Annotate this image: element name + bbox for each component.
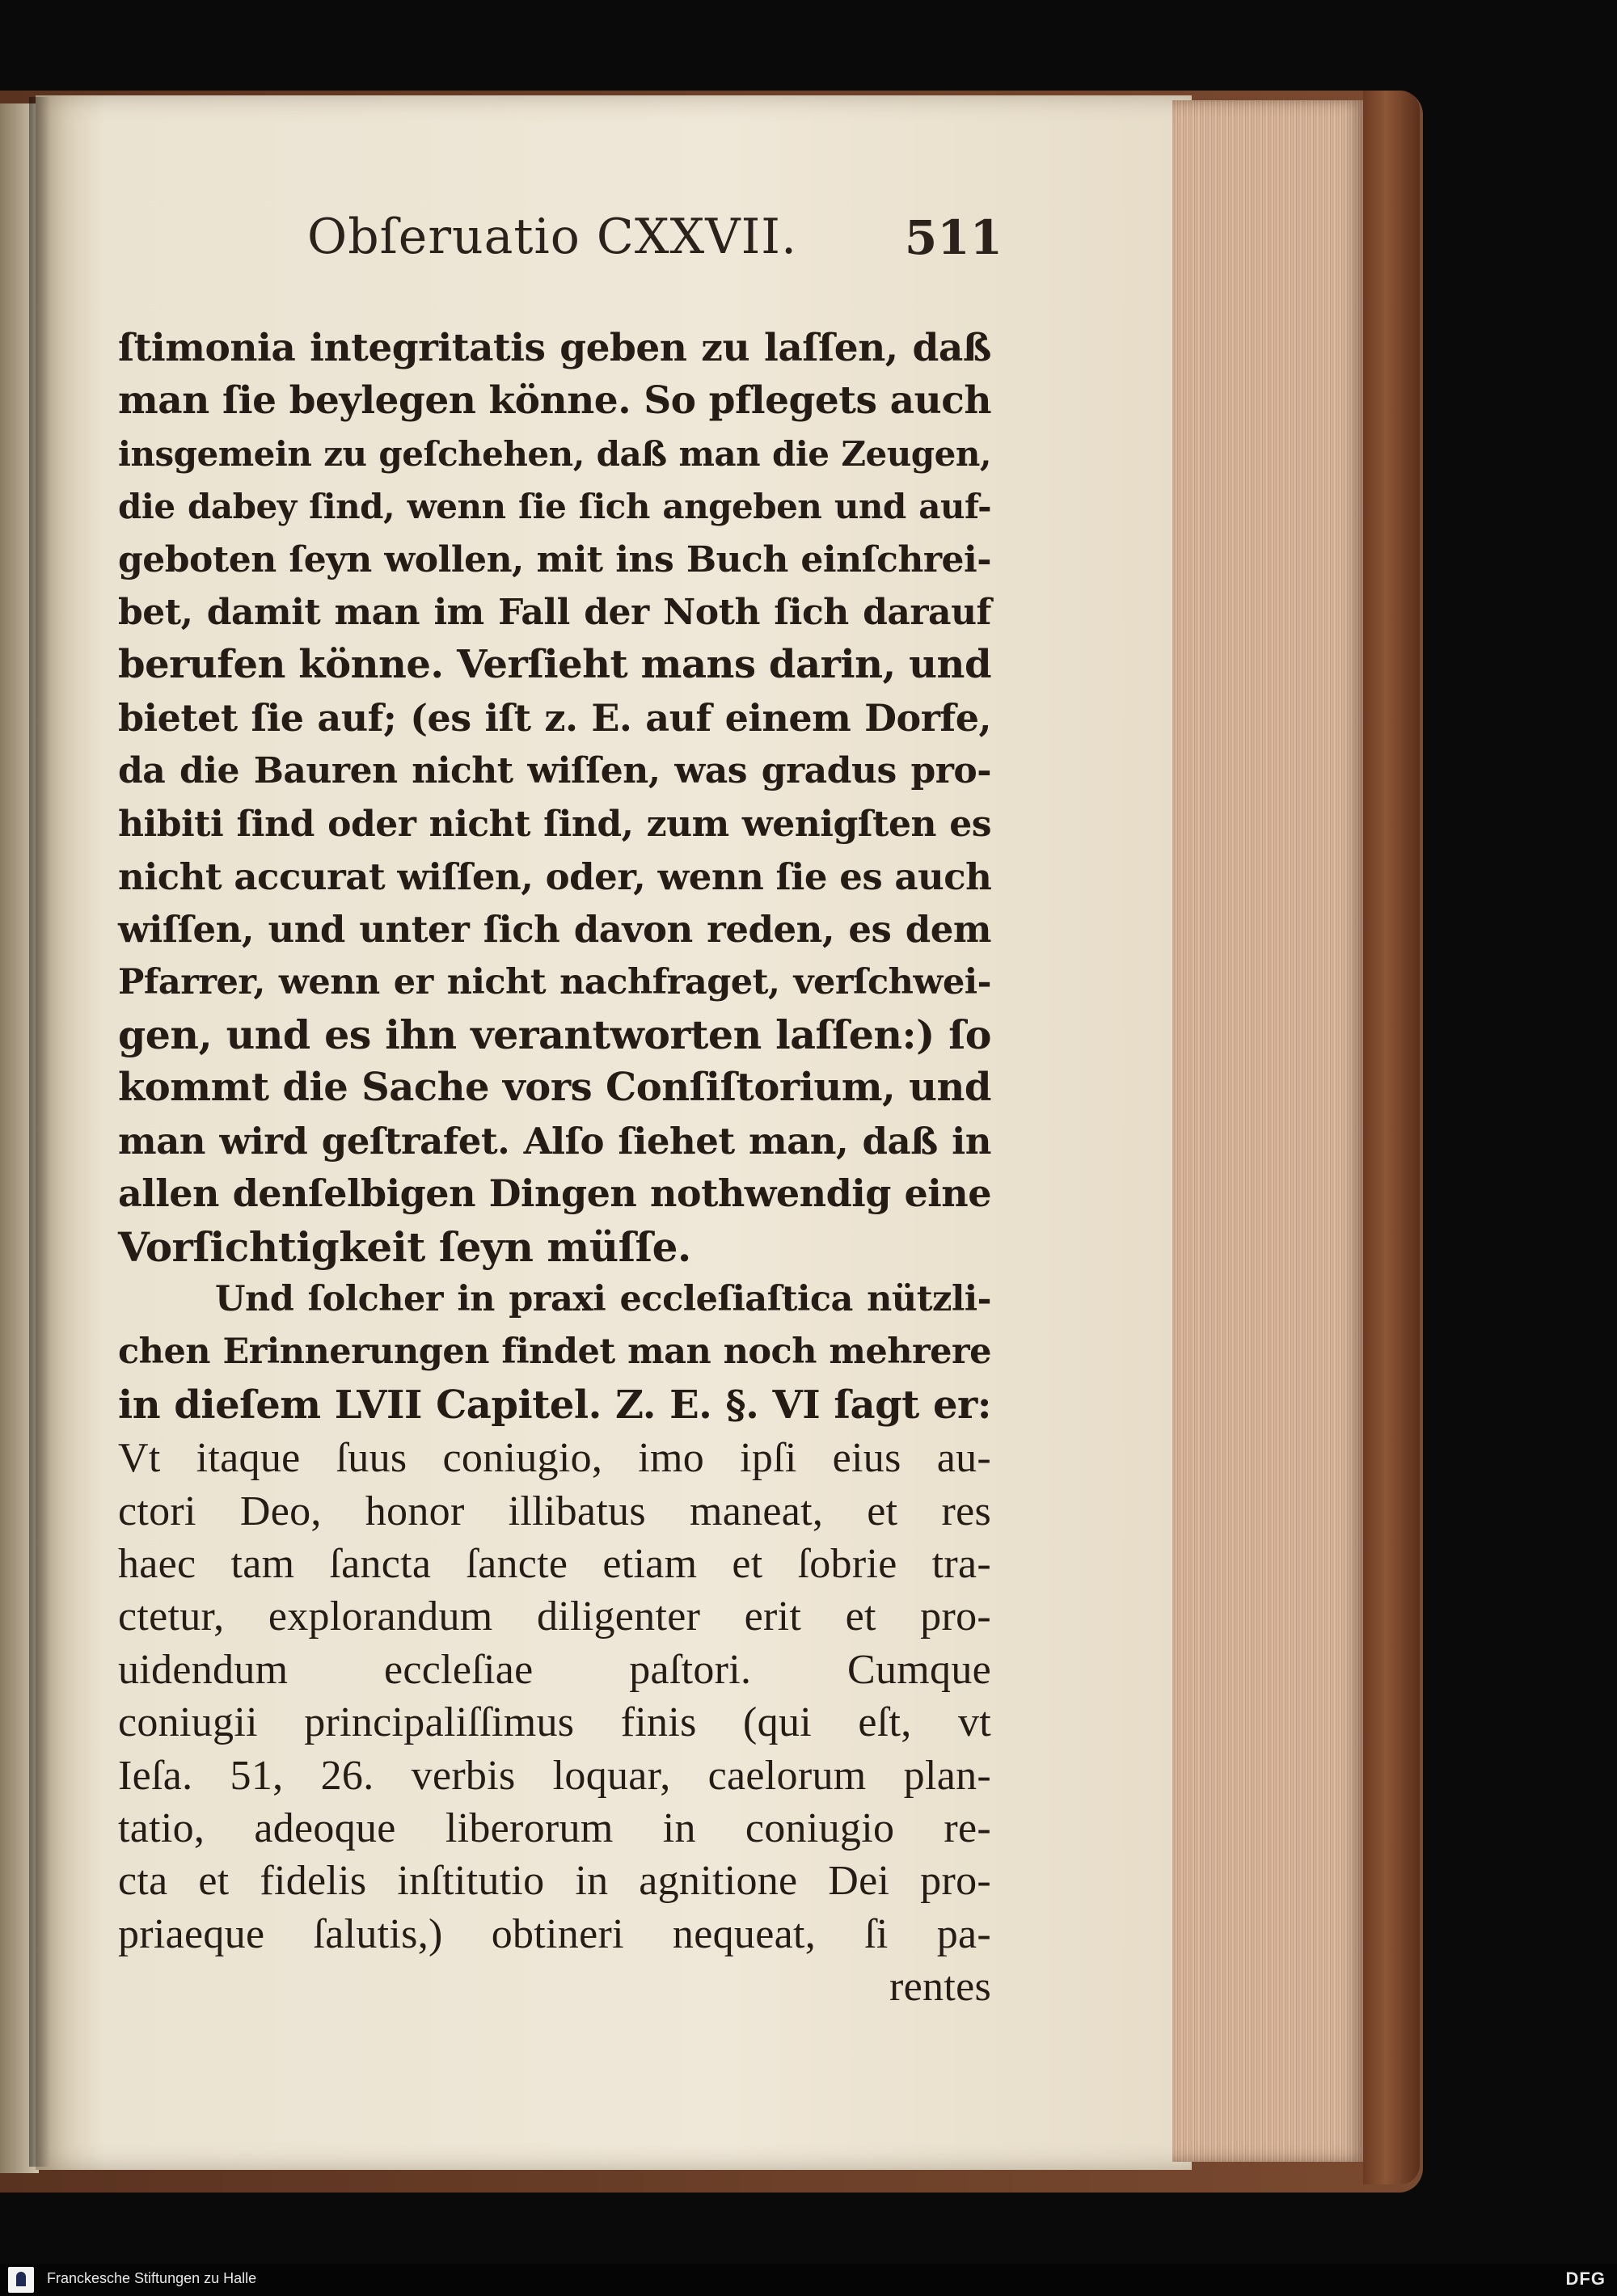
page-number: 511 (904, 210, 1003, 265)
text-line: kommt die Sache vors Conſiſtorium, und (118, 1065, 991, 1111)
viewer-footer (0, 2264, 1617, 2296)
main-text (118, 322, 991, 2014)
text-line: man ſie beylegen könne. So pflegets auch (118, 378, 991, 424)
text-line: insgemein zu geſchehen, daß man die Zeugen, (118, 433, 991, 474)
catchword: rentes (889, 1964, 991, 2011)
dfg-logo: DFG (1565, 2269, 1606, 2289)
page-block-edges (1172, 100, 1366, 2162)
text-line: coniugii principaliſſimus finis (qui eſt, vt (118, 1699, 991, 1746)
institution-name: Franckesche Stiftungen zu Halle (47, 2270, 257, 2286)
gutter-shadow (29, 97, 50, 2167)
text-line: Pfarrer, wenn er nicht nachfraget, verſchwei- (118, 961, 991, 1002)
text-line: in dieſem LVII Capitel. Z. E. §. VI ſagt er: (118, 1382, 991, 1428)
text-line: uidendum eccleſiae paſtori. Cumque (118, 1646, 991, 1693)
text-line: geboten ſeyn wollen, mit ins Buch einſchrei- (118, 538, 991, 580)
text-line: allen denſelbigen Dingen nothwendig eine (118, 1171, 991, 1216)
cover-board-edge (1363, 91, 1420, 2184)
text-line: chen Erinnerungen findet man noch mehrere (118, 1332, 991, 1373)
text-line: haec tam ſancta ſancte etiam et ſobrie tra- (118, 1540, 991, 1587)
text-line: ctori Deo, honor illibatus maneat, et res (118, 1488, 991, 1534)
text-line: bietet ſie auf; (es iſt z. E. auf einem Dorfe, (118, 695, 991, 740)
text-line: Vorſichtigkeit ſeyn müſſe. (118, 1222, 691, 1271)
text-line: ſtimonia integritatis geben zu laſſen, daß (118, 326, 991, 370)
page-header (307, 209, 1003, 281)
text-line: gen, und es ihn verantworten laſſen:) ſo (118, 1011, 991, 1059)
text-line: berufen könne. Verſieht mans darin, und (118, 642, 991, 688)
text-line: cta et fidelis inſtitutio in agnitione Dei pro- (118, 1858, 991, 1905)
text-line: da die Bauren nicht wiſſen, was gradus pro- (118, 750, 991, 792)
text-line: Ieſa. 51, 26. verbis loquar, caelorum plan- (118, 1752, 991, 1799)
text-line: tatio, adeoque liberorum in coniugio re- (118, 1804, 991, 1851)
text-line: Und ſolcher in praxi eccleſiaſtica nützli- (215, 1279, 991, 1320)
text-line: ctetur, explorandum diligenter erit et pro- (118, 1593, 991, 1640)
text-line: Vt itaque ſuus coniugio, imo ipſi eius au- (118, 1435, 991, 1482)
text-line: man wird geſtrafet. Alſo ſiehet man, daß in (118, 1119, 991, 1163)
text-line: die dabey ſind, wenn ſie ſich angeben und auf- (118, 487, 991, 527)
text-line: bet, damit man im Fall der Noth ſich darauf (118, 591, 991, 633)
running-head: Obſeruatio CXXVII. (307, 209, 798, 265)
text-line: hibiti ſind oder nicht ſind, zum wenigſten es (118, 803, 991, 845)
text-line: priaeque ſalutis,) obtineri nequeat, ſi pa- (118, 1910, 991, 1957)
text-line: wiſſen, und unter ſich davon reden, es dem (118, 908, 991, 952)
institution-logo (8, 2267, 34, 2293)
text-line: nicht accurat wiſſen, oder, wenn ſie es auch (118, 855, 992, 898)
